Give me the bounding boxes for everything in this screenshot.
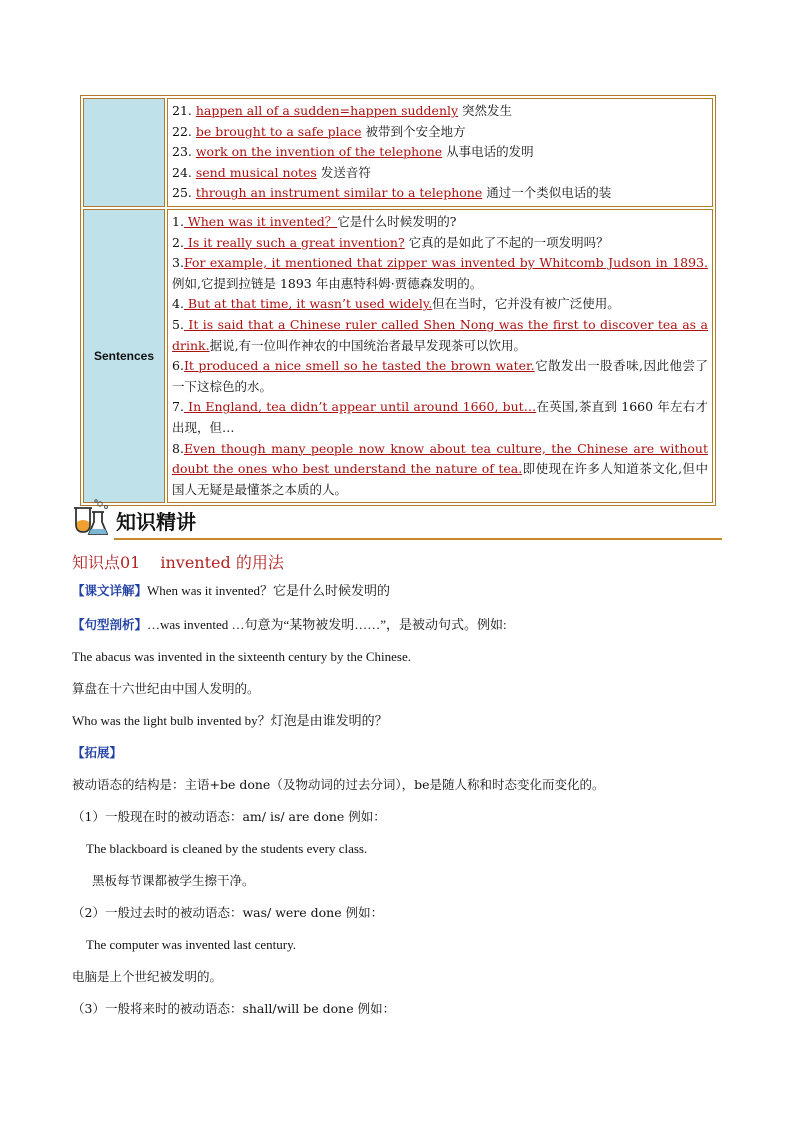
- section-title: 知识精讲: [116, 510, 196, 534]
- phrase-chinese: 被带到个安全地方: [361, 123, 466, 139]
- sentence-item: [172, 294, 708, 315]
- knowledge-point-heading: [72, 550, 722, 573]
- sentence-item: [172, 356, 708, 397]
- analysis-paragraph: [72, 617, 722, 633]
- phrase-item: [172, 122, 708, 143]
- phrases-label-cell: [83, 98, 165, 207]
- sentence-item: [172, 315, 708, 356]
- present-passive-example-en: The blackboard is cleaned by the students every class.: [86, 841, 368, 856]
- section-divider: [114, 538, 722, 540]
- past-passive-example-en: The computer was invented last century.: [86, 937, 296, 952]
- sentence-chinese: 但在当时，它并没有被广泛使用。: [432, 296, 620, 312]
- sentence-number: 1.: [172, 214, 184, 229]
- vocabulary-table-wrapper: [80, 95, 716, 506]
- sentence-number: 6.: [172, 358, 184, 374]
- knowledge-point-title: invented 的用法: [160, 553, 284, 572]
- past-passive-example-zh: 电脑是上个世纪被发明的。: [72, 969, 223, 984]
- phrase-chinese: 发送音符: [316, 164, 371, 180]
- sentence-chinese: 例如,它提到拉链是 1893 年由惠特科姆·贾德森发明的。: [172, 275, 483, 291]
- sentence-number: 7.: [172, 399, 184, 415]
- phrase-number: 24.: [172, 164, 196, 180]
- sentence-chinese: 即使现在许多人知道茶文化,但中国人无疑是最懂茶之本质的人。: [172, 461, 708, 497]
- phrase-number: 21.: [172, 103, 196, 118]
- sentence-chinese: 它是什么时候发明的?: [337, 214, 457, 229]
- sentence-number: 5.: [172, 316, 184, 332]
- phrases-cell: [167, 98, 713, 207]
- phrase-english: work on the invention of the telephone: [195, 144, 443, 160]
- detail-text: When was it invented？它是什么时候发明的: [147, 583, 391, 598]
- sentence-chinese: 它真的是如此了不起的一项发明吗？: [404, 234, 609, 250]
- phrase-chinese: 通过一个类似电话的装: [482, 185, 612, 201]
- sentence-chinese: 它散发出一股香味,因此他尝了一下这棕色的水。: [172, 358, 708, 394]
- sentence-item: [172, 233, 708, 254]
- phrase-english: happen all of a sudden=happen suddenly: [195, 103, 459, 118]
- phrase-number: 25.: [172, 185, 196, 201]
- sentence-english: Even though many people now know about tea culture, the Chinese are without doubt the ones who best understand the nature of tea.: [172, 440, 708, 477]
- phrase-chinese: 从事电话的发明: [442, 144, 534, 160]
- section-header: [70, 496, 722, 540]
- vocabulary-table: [80, 95, 716, 506]
- sentence-english: It produced a nice smell so he tasted the brown water.: [183, 358, 535, 374]
- sentence-english: For example, it mentioned that zipper was invented by Whitcomb Judson in 1893.: [183, 255, 708, 271]
- analysis-tag: 【句型剖析】: [72, 617, 148, 632]
- phrase-chinese: 突然发生: [458, 103, 513, 118]
- analysis-text: …was invented …句意为“某物被发明……”，是被动句式。例如:: [147, 617, 507, 632]
- sentence-number: 8.: [172, 440, 184, 456]
- sentence-item: [172, 253, 708, 294]
- sentence-english: It is said that a Chinese ruler called Shen Nong was the first to discover tea as a drink.: [172, 316, 708, 353]
- knowledge-body: [72, 550, 722, 1017]
- phrase-item: [172, 101, 708, 122]
- flask-icon: [70, 498, 112, 538]
- sentence-number: 4.: [172, 296, 184, 312]
- phrases-row: [83, 98, 713, 207]
- phrase-english: send musical notes: [195, 164, 317, 180]
- sentence-number: 3.: [172, 255, 184, 271]
- present-passive-example-zh: 黑板每节课都被学生擦干净。: [92, 873, 255, 888]
- phrase-item: [172, 163, 708, 184]
- phrase-item: [172, 142, 708, 163]
- sentence-item: [172, 397, 708, 438]
- detail-paragraph: [72, 583, 722, 599]
- sentence-number: 2.: [172, 234, 184, 250]
- past-passive-heading: （2）一般过去时的被动语态：was/ were done 例如：: [72, 905, 384, 920]
- sentences-row: [83, 209, 713, 503]
- sentence-english: Is it really such a great invention?: [183, 234, 405, 250]
- sentence-english: But at that time, it wasn’t used widely.: [183, 296, 433, 312]
- detail-tag: 【课文详解】: [72, 583, 148, 598]
- phrase-number: 23.: [172, 144, 196, 160]
- phrase-item: [172, 183, 708, 204]
- present-passive-heading: （1）一般现在时的被动语态：am/ is/ are done 例如：: [72, 809, 386, 824]
- sentence-chinese: 据说,有一位叫作神农的中国统治者最早发现茶可以饮用。: [209, 337, 527, 353]
- sentence-item: [172, 212, 708, 233]
- extension-tag: 【拓展】: [72, 745, 123, 760]
- sentences-label-cell: Sentences: [83, 209, 165, 503]
- phrase-english: through an instrument similar to a telephone: [195, 185, 483, 201]
- extension-tag-line: [72, 745, 722, 761]
- extension-text: 被动语态的结构是：主语+be done（及物动词的过去分词），be是随人称和时态变化而变化的。: [72, 777, 605, 792]
- example-1-en: The abacus was invented in the sixteenth century by the Chinese.: [72, 649, 411, 664]
- sentence-english: When was it invented？: [183, 214, 338, 229]
- example-1-zh: 算盘在十六世纪由中国人发明的。: [72, 681, 260, 696]
- sentence-english: In England, tea didn’t appear until around 1660, but…: [183, 399, 537, 415]
- phrase-number: 22.: [172, 123, 196, 139]
- sentences-cell: [167, 209, 713, 503]
- sentence-item: [172, 439, 708, 501]
- future-passive-heading: （3）一般将来时的被动语态：shall/will be done 例如：: [72, 1001, 396, 1016]
- example-2: Who was the light bulb invented by？灯泡是由谁发明的？: [72, 713, 388, 728]
- sentence-chinese: 在英国,茶直到 1660 年左右才出现，但…: [172, 399, 709, 435]
- phrase-english: be brought to a safe place: [195, 123, 362, 139]
- knowledge-point-number: 知识点01: [72, 553, 141, 572]
